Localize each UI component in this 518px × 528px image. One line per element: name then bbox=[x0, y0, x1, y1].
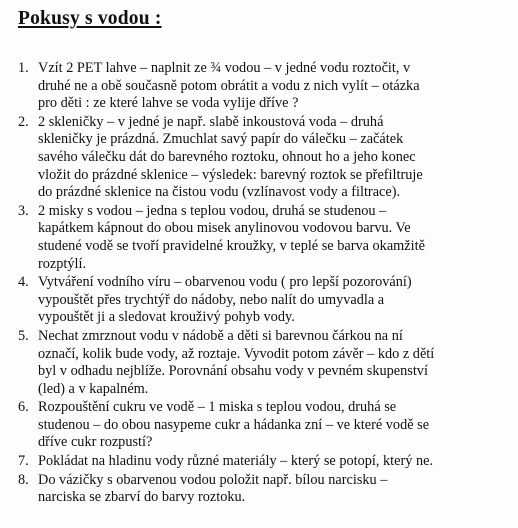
item-text-line: 2 misky s vodou – jedna s teplou vodou, druhá se studenou – bbox=[38, 202, 387, 219]
item-number: 4. bbox=[18, 274, 29, 291]
item-text-line: vložit do prázdné sklenice – výsledek: barevný roztok se přefiltruje bbox=[38, 166, 423, 183]
item-text-line: označí, kolik bude vody, až roztaje. Vyvodit potom závěr – kdo z dětí bbox=[38, 345, 435, 362]
list-item bbox=[16, 472, 512, 507]
item-text-line: studenou – do obou nasypeme cukr a hádanka zní – ve které vodě se bbox=[38, 416, 430, 433]
list-item bbox=[16, 399, 512, 452]
item-text-line: vypouštět ji a sledovat krouživý pohyb vody. bbox=[38, 309, 295, 326]
item-text-line: Pokládat na hladinu vody různé materiály – který se potopí, který ne. bbox=[38, 453, 434, 470]
item-text-line: savého válečku dát do barevného roztoku, ohnout ho a jeho konec bbox=[38, 148, 416, 165]
item-number: 1. bbox=[18, 60, 29, 76]
item-text-line: narciska se zbarví do barvy roztoku. bbox=[38, 489, 246, 506]
item-number: 3. bbox=[18, 202, 29, 219]
item-text-line: Vzít 2 PET lahve – naplnit ze ¾ vodou – v jedné vodu roztočit, v bbox=[38, 60, 411, 76]
item-text-line: 2 skleničky – v jedné je např. slabě inkoustová voda – druhá bbox=[38, 113, 384, 130]
item-text-line: (led) a v kapalném. bbox=[38, 380, 149, 397]
item-text-line: rozptýlí. bbox=[38, 255, 87, 272]
item-text-line: vypouštět přes trychtýř do nádoby, nebo nalít do umyvadla a bbox=[38, 291, 385, 308]
item-text-line: Rozpouštění cukru ve vodě – 1 miska s teplou vodou, druhá se bbox=[38, 399, 397, 416]
list-item bbox=[16, 114, 512, 202]
item-number: 8. bbox=[18, 471, 29, 488]
list-item bbox=[16, 328, 512, 398]
list-item bbox=[16, 453, 512, 471]
item-text-line: kapátkem kápnout do obou misek anylinovou vodovou barvu. Ve bbox=[38, 220, 411, 237]
item-number: 5. bbox=[18, 327, 29, 344]
item-text-line: skleničky je prázdná. Zmuchlat savý papír do válečku – začátek bbox=[38, 131, 404, 148]
item-number: 2. bbox=[18, 113, 29, 130]
experiment-list bbox=[16, 60, 512, 508]
item-number: 6. bbox=[18, 399, 29, 416]
item-text-line: do prázdné sklenice na čistou vodu (vzlínavost vody a filtrace). bbox=[38, 184, 401, 201]
document-title: Pokusy s vodou : bbox=[18, 8, 162, 29]
list-item bbox=[16, 274, 512, 327]
item-text-line: dříve cukr rozpustí? bbox=[38, 434, 153, 451]
item-text-line: pro děti : ze které lahve se voda vylije dříve ? bbox=[38, 95, 299, 112]
item-text-line: druhé ne a obě současně potom obrátit a vodu z nich vylít – otázka bbox=[38, 77, 420, 94]
item-text-line: Do vázičky s obarvenou vodou položit např. bílou narcisku – bbox=[38, 471, 388, 488]
list-item bbox=[16, 60, 512, 113]
item-text-line: byl v odhadu nejblíže. Porovnání obsahu vody v pevném skupenství bbox=[38, 363, 428, 380]
item-text-line: studené vodě se tvoří pravidelné kroužky, v teplé se barva okamžitě bbox=[38, 237, 425, 254]
item-number: 7. bbox=[18, 453, 29, 470]
item-text-line: Vytváření vodního víru – obarvenou vodu ( pro lepší pozorování) bbox=[38, 274, 412, 291]
list-item bbox=[16, 203, 512, 273]
item-text-line: Nechat zmrznout vodu v nádobě a děti si barevnou čárkou na ní bbox=[38, 327, 403, 344]
